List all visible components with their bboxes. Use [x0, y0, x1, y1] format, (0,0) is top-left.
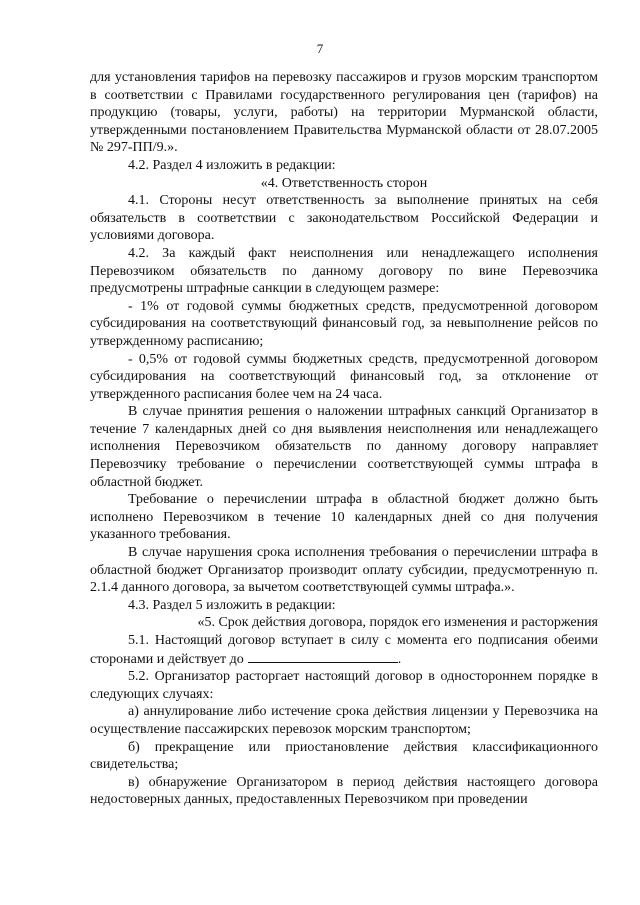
- paragraph: 4.2. За каждый факт неисполнения или ненадлежащего исполнения Перевозчиком обязательств по данному договору по вине Перевозчика предусмотрены штрафные санкции в следующем размере:: [90, 245, 598, 297]
- section-heading: «5. Срок действия договора, порядок его изменения и расторжения: [197, 615, 598, 631]
- paragraph: 4.1. Стороны несут ответственность за выполнение принятых на себя обязательств в соответствии с законодательством Российской Федерации и условиями договора.: [90, 193, 598, 244]
- paragraph-text: 5.1. Настоящий договор вступает в силу с момента его подписания обеими сторонами и действует до: [90, 633, 598, 667]
- document-body: [90, 69, 598, 809]
- paragraph: 4.3. Раздел 5 изложить в редакции:: [128, 597, 336, 613]
- paragraph: В случае нарушения срока исполнения требования о перечислении штрафа в областной бюджет Организатор производит оплату субсидии, предусмотренную п. 2.1.4 данного договора, за вычетом соответствующей суммы штрафа.».: [90, 545, 598, 596]
- paragraph: для установления тарифов на перевозку пассажиров и грузов морским транспортом в соответствии с Правилами государственного регулирования цен (тарифов) на продукцию (товары, услуги, работы) на территории Мурманской области, утвержденными постановлением Правительства Мурманской области от 28.07.2005 № 297-ПП/9.».: [90, 70, 598, 156]
- paragraph: в) обнаружение Организатором в период действия настоящего договора недостоверных данных, предоставленных Перевозчиком при проведении: [90, 774, 598, 808]
- paragraph-tail: .: [397, 651, 402, 667]
- section-heading: «4. Ответственность сторон: [260, 175, 428, 191]
- paragraph: - 1% от годовой суммы бюджетных средств, предусмотренной договором субсидирования на соответствующий финансовый год, за невыполнение рейсов по утвержденному расписанию;: [90, 298, 598, 349]
- paragraph: В случае принятия решения о наложении штрафных санкций Организатор в течение 7 календарных дней со дня выявления неисполнения или ненадлежащего исполнения Перевозчиком обязательств по данному договору направляет Перевозчику требование о перечислении соответствующей суммы штрафа в областной бюджет.: [90, 404, 598, 490]
- paragraph: 4.2. Раздел 4 изложить в редакции:: [128, 157, 336, 173]
- fill-in-blank-line: [248, 650, 398, 663]
- paragraph: а) аннулирование либо истечение срока действия лицензии у Перевозчика на осуществление пассажирских перевозок морским транспортом;: [90, 704, 598, 737]
- paragraph: б) прекращение или приостановление действия классификационного свидетельства;: [90, 739, 598, 773]
- paragraph: 5.2. Организатор расторгает настоящий договор в одностороннем порядке в следующих случаях:: [90, 669, 598, 702]
- paragraph-with-blank: [90, 632, 598, 668]
- paragraph: Требование о перечислении штрафа в областной бюджет должно быть исполнено Перевозчиком в течение 10 календарных дней со дня получения указанного требования.: [90, 492, 598, 543]
- page-number: 7: [316, 41, 324, 56]
- paragraph: - 0,5% от годовой суммы бюджетных средств, предусмотренной договором субсидирования на соответствующий финансовый год, за отклонение от утвержденного расписания более чем на 24 часа.: [90, 351, 598, 402]
